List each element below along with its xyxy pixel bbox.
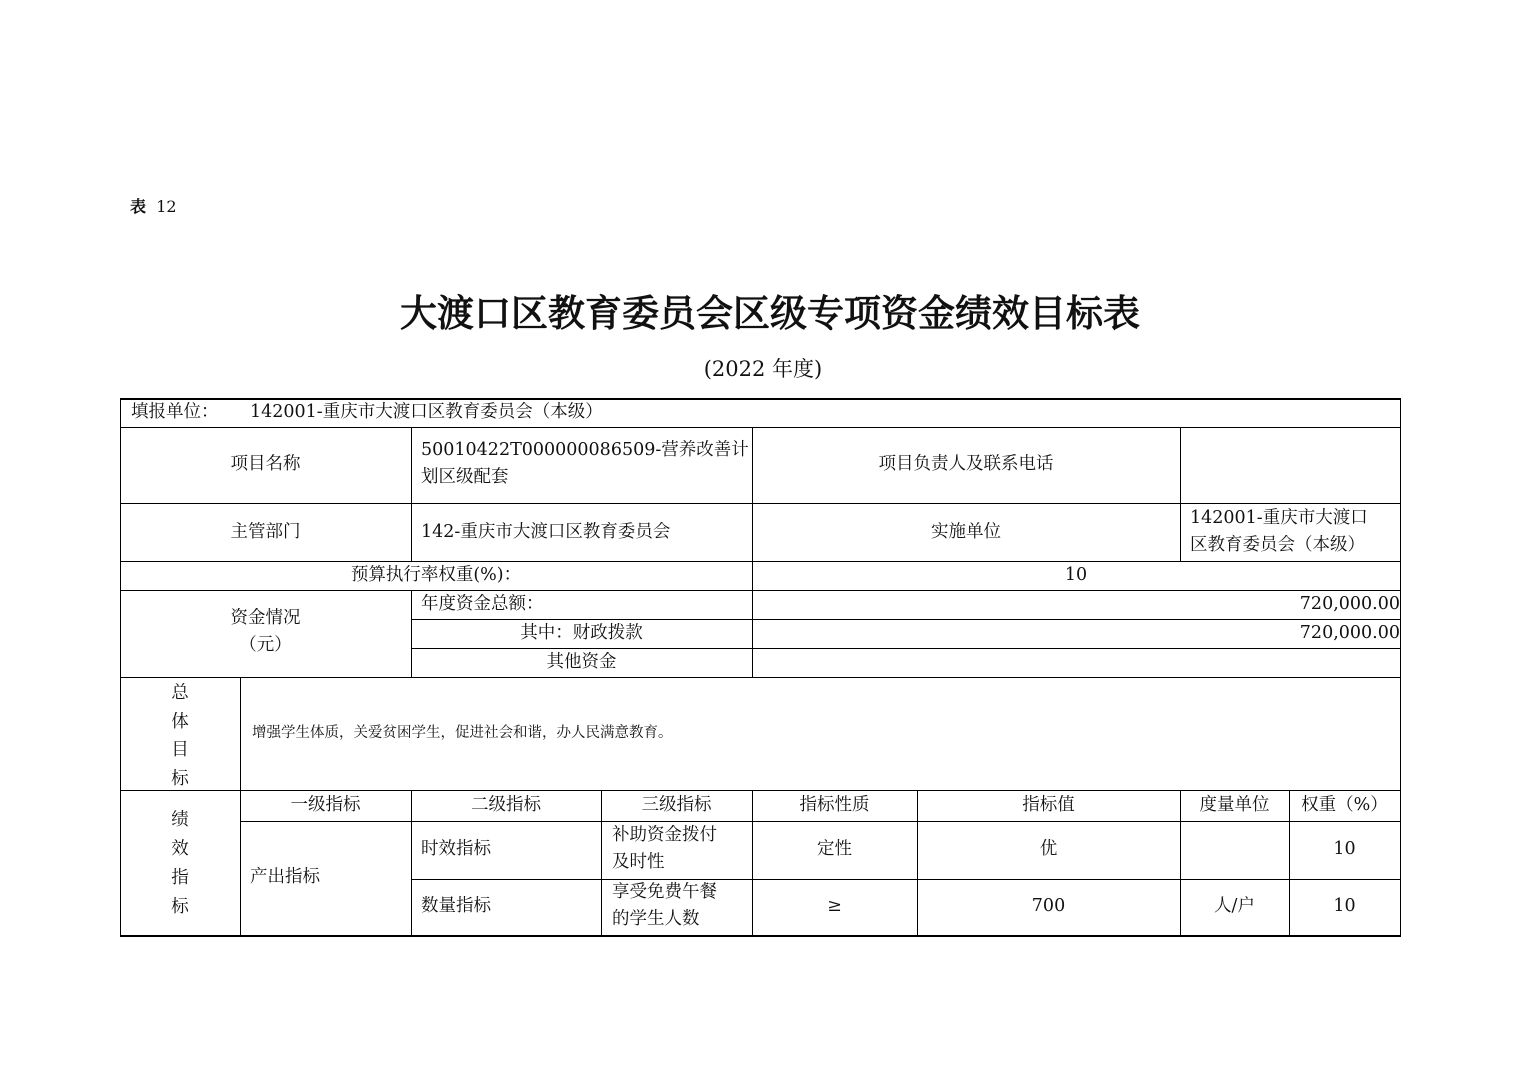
perf-label-char: 效 (171, 839, 189, 859)
row2-weight: 10 (1333, 896, 1356, 916)
funds-label-line: （元） (239, 635, 292, 655)
page-title: 大渡口区教育委员会区级专项资金绩效目标表 (400, 292, 1140, 335)
funds-label (120, 605, 411, 659)
budget-weight-label: 预算执行率权重(%)： (350, 565, 522, 585)
row1-weight: 10 (1333, 839, 1356, 859)
perf-label-char: 绩 (171, 810, 189, 830)
row2-nature: ≥ (827, 896, 842, 916)
perf-label-char: 标 (171, 897, 189, 917)
grid-line (120, 677, 1401, 678)
header-weight: 权重（%） (1301, 795, 1388, 815)
grid-line (120, 427, 1401, 428)
row2-level2: 数量指标 (421, 896, 491, 916)
grid-line (1400, 398, 1401, 937)
page-subtitle: (2022 年度) (703, 357, 823, 381)
funds-total-value: 720,000.00 (1299, 594, 1400, 614)
row1-nature: 定性 (817, 839, 852, 859)
level1-value: 产出指标 (250, 867, 320, 887)
table-number-value: 12 (156, 197, 177, 216)
goal-label-char: 目 (171, 740, 189, 760)
funds-label-line: 资金情况 (230, 608, 301, 628)
header-level2: 二级指标 (471, 795, 541, 815)
reporting-unit-value: 142001-重庆市大渡口区教育委员会（本级） (250, 402, 603, 422)
header-value: 指标值 (1022, 795, 1075, 815)
grid-line (240, 821, 1401, 822)
goal-label-char: 总 (171, 683, 189, 703)
header-unit: 度量单位 (1199, 795, 1270, 815)
grid-line (120, 935, 1401, 937)
impl-value (1190, 505, 1368, 559)
grid-line (411, 427, 412, 561)
row2-level3-line: 的学生人数 (612, 909, 700, 929)
row1-value: 优 (1039, 839, 1058, 859)
contact-label: 项目负责人及联系电话 (878, 454, 1054, 474)
funds-fiscal-label: 其中：财政拨款 (520, 623, 643, 643)
grid-line (411, 879, 1401, 880)
grid-line (120, 503, 1401, 504)
budget-weight-value: 10 (1064, 565, 1088, 585)
project-name-line: 50010422T000000086509-营养改善计 (421, 440, 749, 460)
row2-value: 700 (1031, 896, 1066, 916)
goal-label-char: 体 (171, 711, 189, 732)
goal-label (120, 679, 240, 793)
header-nature: 指标性质 (799, 795, 870, 815)
impl-value-line: 区教育委员会（本级） (1190, 535, 1365, 555)
impl-label: 实施单位 (931, 522, 1001, 542)
project-name-value (421, 437, 749, 491)
project-name-line: 划区级配套 (421, 467, 509, 487)
row1-level3-line: 及时性 (612, 852, 665, 872)
grid-line (120, 790, 1401, 791)
project-name-label: 项目名称 (230, 454, 301, 474)
dept-label: 主管部门 (230, 522, 301, 542)
funds-total-label: 年度资金总额： (421, 594, 544, 614)
funds-other-label: 其他资金 (546, 652, 617, 672)
row1-level2: 时效指标 (421, 839, 491, 859)
header-level3: 三级指标 (641, 795, 712, 815)
perf-label-char: 指 (171, 868, 189, 888)
row1-level3-line: 补助资金拨付 (612, 825, 717, 845)
impl-value-line: 142001-重庆市大渡口 (1190, 508, 1368, 528)
goal-label-char: 标 (171, 768, 189, 789)
table-number (130, 194, 177, 217)
reporting-unit-label: 填报单位： (131, 402, 219, 422)
header-level1: 一级指标 (290, 795, 361, 815)
table-number-label: 表 (130, 197, 147, 216)
row2-level3-line: 享受免费午餐 (612, 882, 717, 902)
perf-label (120, 806, 240, 922)
funds-fiscal-value: 720,000.00 (1299, 623, 1400, 643)
goal-text: 增强学生体质，关爱贫困学生，促进社会和谐，办人民满意教育。 (252, 725, 673, 741)
grid-line (1180, 427, 1181, 561)
row2-unit: 人/户 (1214, 896, 1255, 916)
row1-level3 (612, 822, 717, 876)
dept-value: 142-重庆市大渡口区教育委员会 (421, 522, 671, 542)
row2-level3 (612, 879, 717, 933)
